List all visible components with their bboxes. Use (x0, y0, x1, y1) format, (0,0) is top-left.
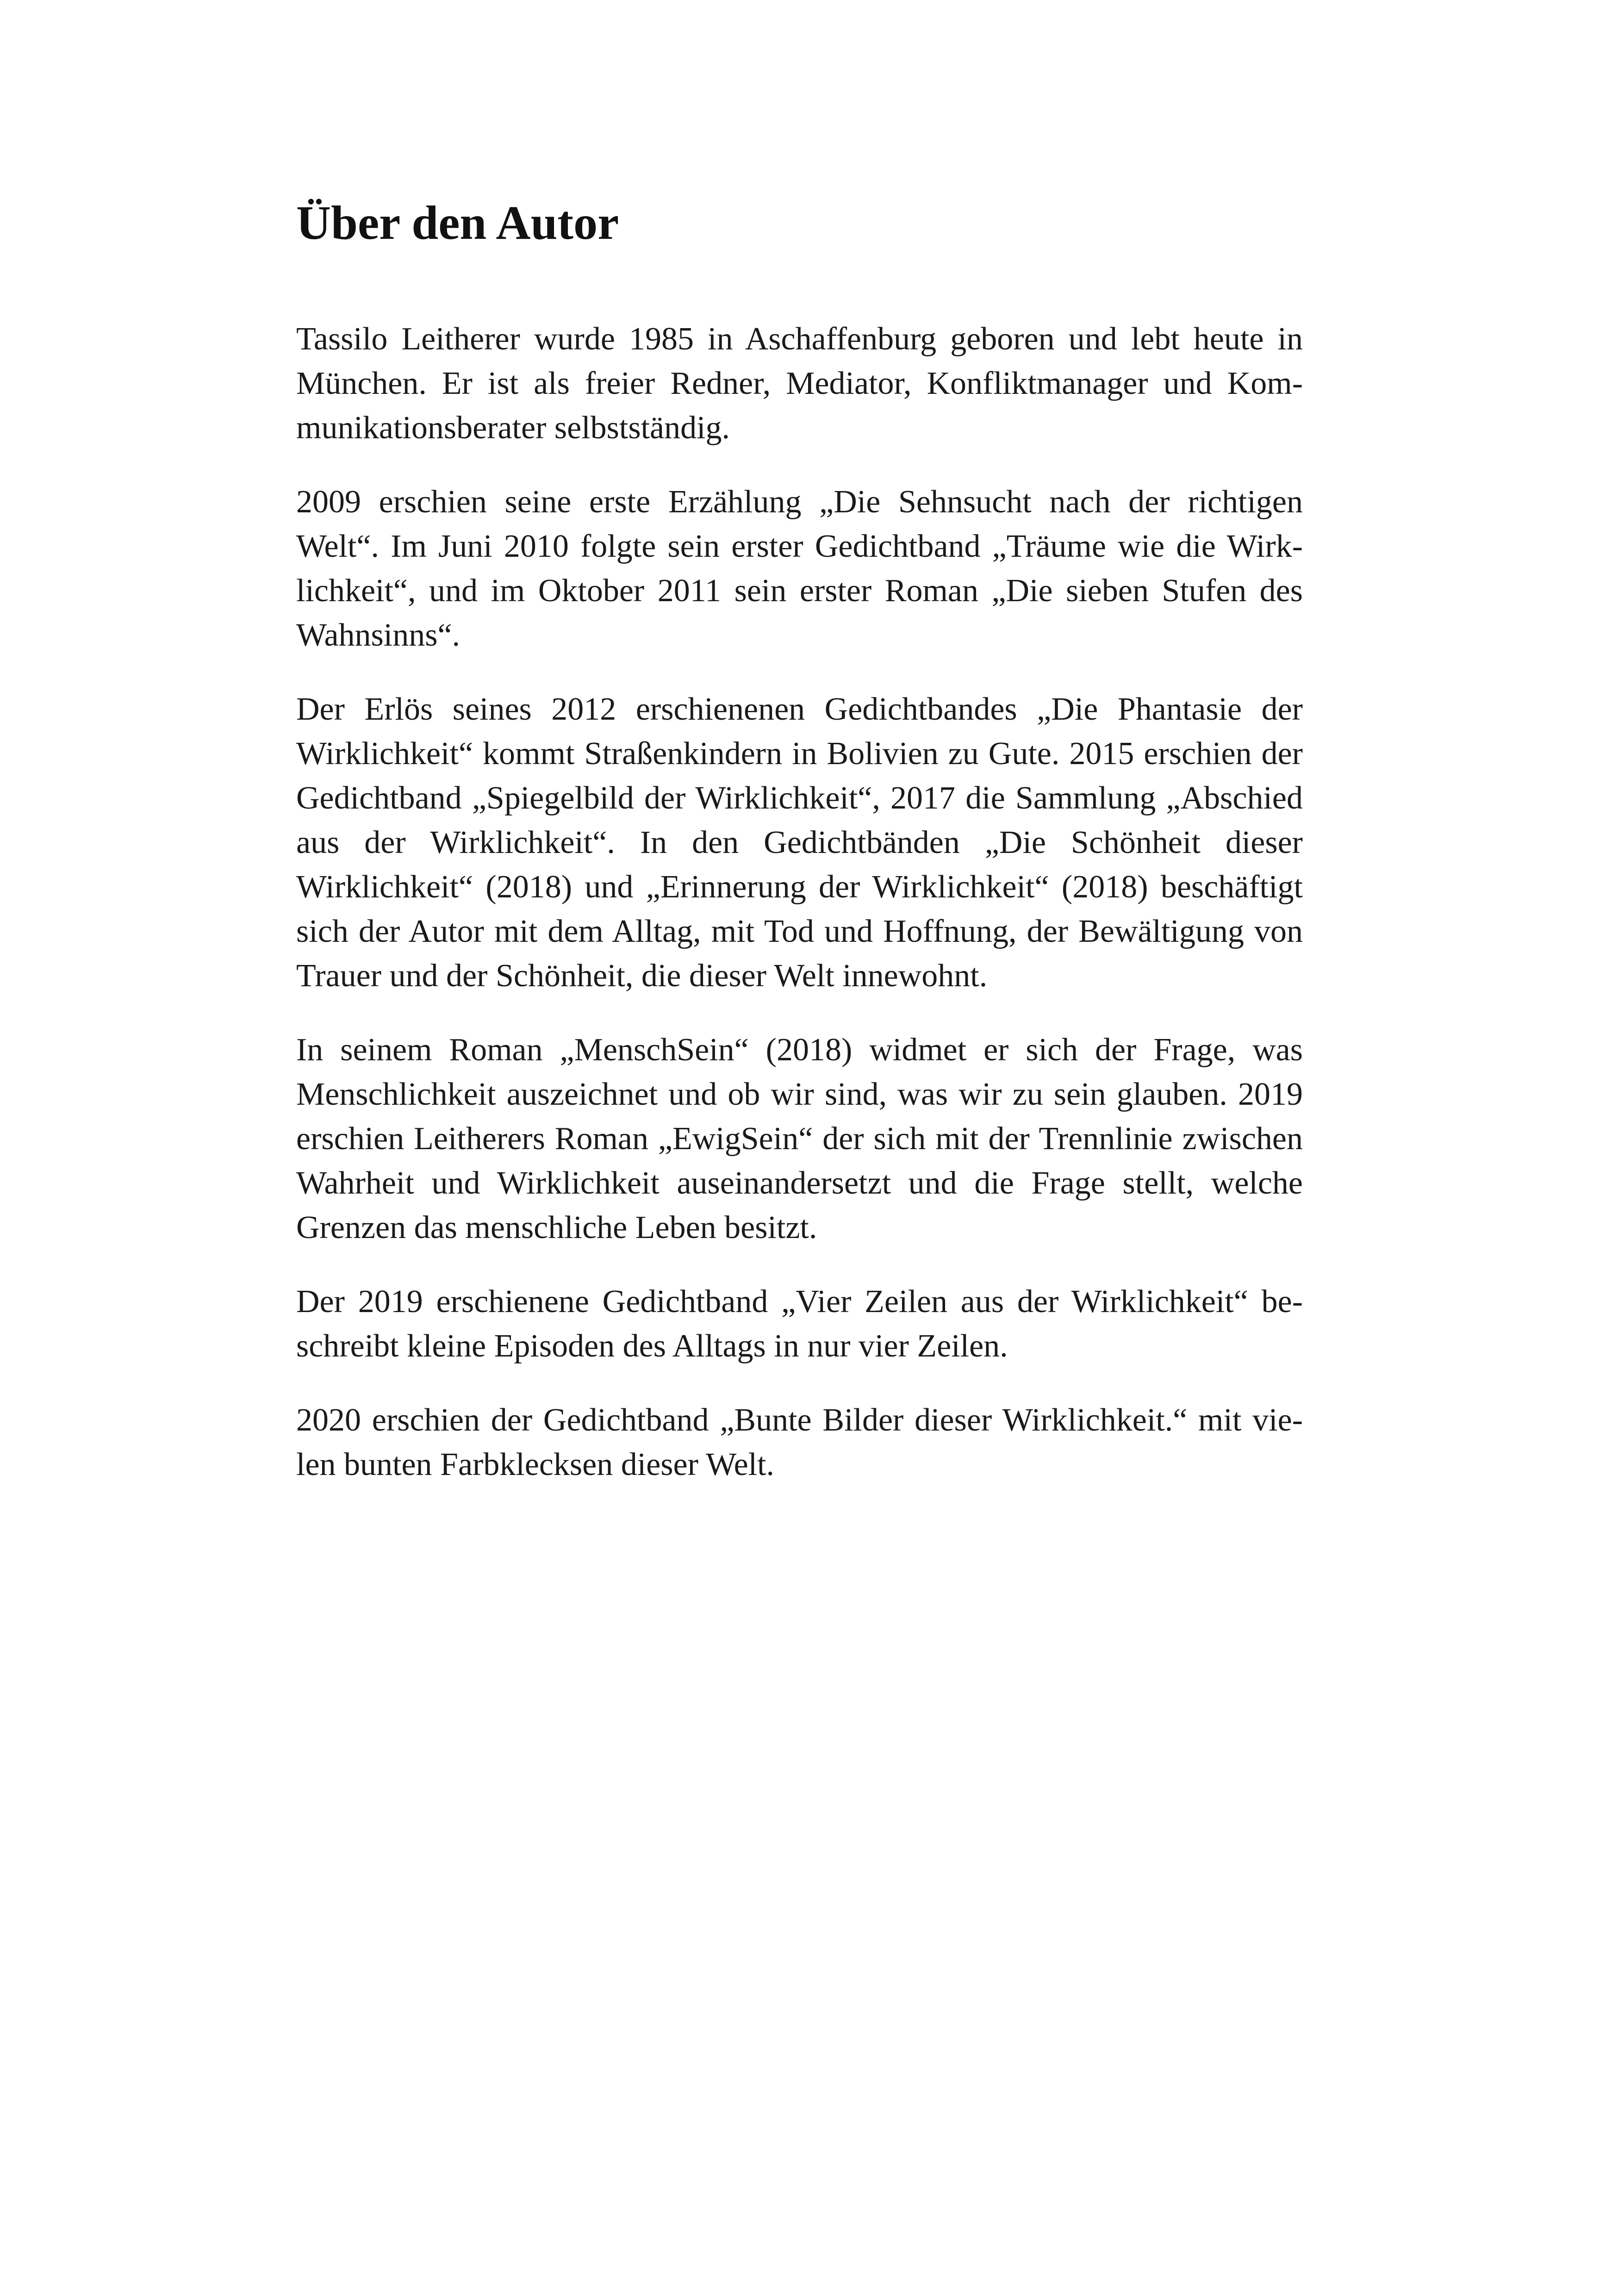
page-title: Über den Autor (296, 196, 619, 249)
paragraph-bunte-bilder: 2020 erschien der Gedichtband „Bunte Bilder dieser Wirklichkeit.“ mit vielen bunten Farbklecksen dieser Welt. (296, 1402, 1303, 1482)
paragraph-biography: Tassilo Leitherer wurde 1985 in Aschaffenburg geboren und lebt heute in München. Er ist als freier Redner, Mediator, Konfliktmanager und Kommunikationsberater selbstständig. (296, 321, 1303, 446)
paragraph-poetry-collections: Der Erlös seines 2012 erschienenen Gedichtbandes „Die Phantasie der Wirklichkeit“ kommt Straßenkindern in Bolivien zu Gute. 2015 erschien der Gedichtband „Spiegelbild der Wirklichkeit“, 2017 die Sammlung „Abschied aus der Wirklichkeit“. In den Gedichtbänden „Die Schönheit dieser Wirklichkeit“ (2018) und „Erinnerung der Wirklichkeit“ (2018) beschäftigt sich der Autor mit dem Alltag, mit Tod und Hoffnung, der Bewältigung von Trauer und der Schönheit, die dieser Welt innewohnt. (296, 691, 1303, 994)
paragraph-vier-zeilen: Der 2019 erschienene Gedichtband „Vier Zeilen aus der Wirklichkeit“ beschreibt kleine Episoden des Alltags in nur vier Zeilen. (296, 1283, 1303, 1364)
paragraph-first-works: 2009 erschien seine erste Erzählung „Die Sehnsucht nach der richtigen Welt“. Im Juni 2010 folgte sein erster Gedichtband „Träume wie die Wirklichkeit“, und im Oktober 2011 sein erster Roman „Die sieben Stufen des Wahnsinns“. (296, 484, 1303, 653)
paragraph-novels: In seinem Roman „MenschSein“ (2018) widmet er sich der Frage, was Menschlichkeit auszeichnet und ob wir sind, was wir zu sein glauben. 2019 erschien Leitherers Roman „EwigSein“ der sich mit der Trennlinie zwischen Wahrheit und Wirklichkeit auseinandersetzt und die Frage stellt, welche Grenzen das menschliche Leben besitzt. (296, 1032, 1303, 1245)
page-content (296, 194, 1303, 1517)
